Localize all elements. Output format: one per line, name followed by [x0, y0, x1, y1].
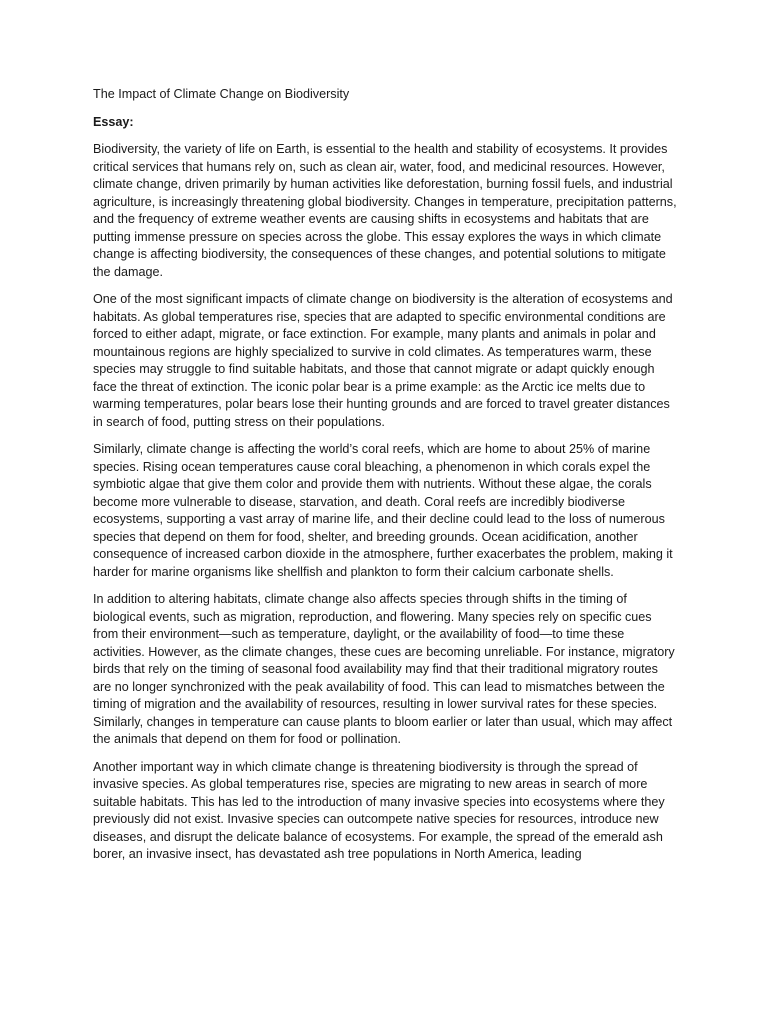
paragraph-5: Another important way in which climate change is threatening biodiversity is through the spread of invasive species. As global temperatures rise, species are migrating to new areas in search of more suitable habitats. This has led to the introduction of many invasive species into ecosystems where they previously did not exist. Invasive species can outcompete native species for resources, introduce new diseases, and disrupt the delicate balance of ecosystems. For example, the spread of the emerald ash borer, an invasive insect, has devastated ash tree populations in North America, leading	[93, 759, 665, 861]
paragraph-3: Similarly, climate change is affecting the world’s coral reefs, which are home to about 25% of marine species. Rising ocean temperatures cause coral bleaching, a phenomenon in which corals expel the symbiotic algae that give them color and provide them with nutrients. Without these algae, the corals become more vulnerable to disease, starvation, and death. Coral reefs are incredibly biodiverse ecosystems, supporting a vast array of marine life, and their decline could lead to the loss of numerous species that depend on them for food, shelter, and breeding grounds. Ocean acidification, another consequence of increased carbon dioxide in the atmosphere, further exacerbates the problem, making it harder for marine organisms like shellfish and plankton to form their calcium carbonate shells.	[93, 442, 673, 579]
paragraph-4: In addition to altering habitats, climate change also affects species through shifts in the timing of biological events, such as migration, reproduction, and flowering. Many species rely on specific cues from their environment—such as temperature, daylight, or the availability of food—to time these activities. However, as the climate changes, these cues are becoming unreliable. For instance, migratory birds that rely on the timing of seasonal food availability may find that their traditional migratory routes are no longer synchronized with the peak availability of food. This can lead to mismatches between the timing of migration and the availability of resources, resulting in lower survival rates for these species. Similarly, changes in temperature can cause plants to bloom earlier or later than usual, which may affect the animals that depend on them for food or pollination.	[93, 592, 675, 746]
document-page	[93, 86, 677, 874]
paragraph-2: One of the most significant impacts of climate change on biodiversity is the alteration of ecosystems and habitats. As global temperatures rise, species that are adapted to specific environmental conditions are forced to either adapt, migrate, or face extinction. For example, many plants and animals in polar and mountainous regions are highly specialized to survive in cold climates. As temperatures warm, these species may struggle to find suitable habitats, and those that cannot migrate or adapt quickly enough face the threat of extinction. The iconic polar bear is a prime example: as the Arctic ice melts due to warming temperatures, polar bears lose their hunting grounds and are forced to travel greater distances in search of food, putting stress on their populations.	[93, 292, 673, 429]
paragraph-1: Biodiversity, the variety of life on Earth, is essential to the health and stability of ecosystems. It provides critical services that humans rely on, such as clean air, water, food, and medicinal resources. However, climate change, driven primarily by human activities like deforestation, burning fossil fuels, and industrial agriculture, is increasingly threatening global biodiversity. Changes in temperature, precipitation patterns, and the frequency of extreme weather events are causing shifts in ecosystems and habitats that are putting immense pressure on species across the globe. This essay explores the ways in which climate change is affecting biodiversity, the consequences of these changes, and potential solutions to mitigate the damage.	[93, 142, 677, 279]
essay-label: Essay:	[93, 114, 134, 129]
document-title: The Impact of Climate Change on Biodiversity	[93, 87, 350, 101]
